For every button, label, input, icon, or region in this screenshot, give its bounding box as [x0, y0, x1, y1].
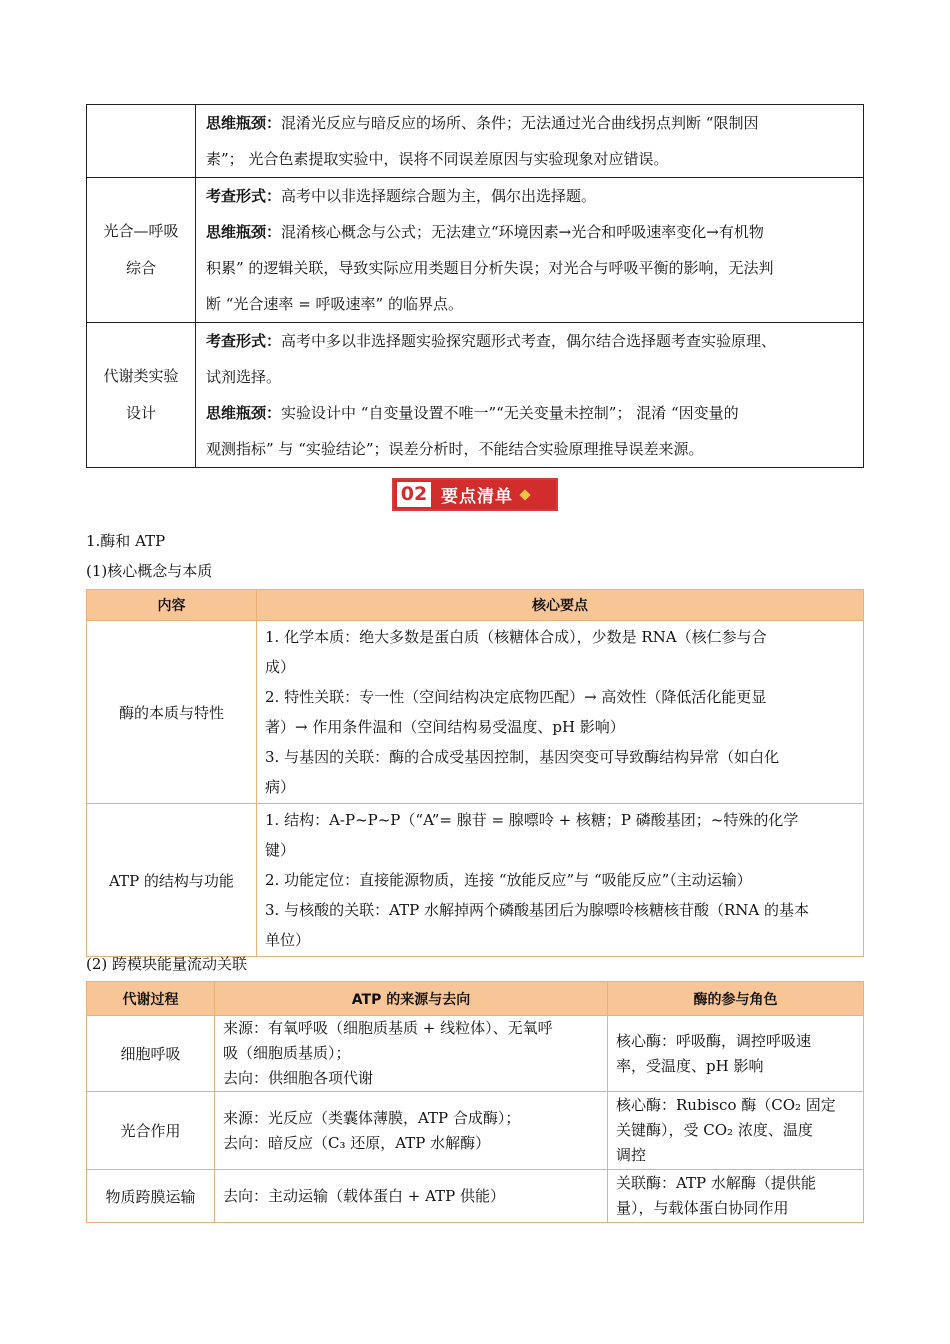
diamond-icon — [519, 489, 530, 500]
text-line: 试剂选择。 — [206, 368, 282, 386]
row-content — [196, 178, 864, 323]
section-heading: 1.酶和 ATP — [86, 532, 166, 550]
text-line: 考查形式：高考中以非选择题综合题为主，偶尔出选择题。 — [206, 187, 597, 205]
row-label: ATP 的结构与功能 — [87, 804, 257, 957]
row-content: 1. 结构：A-P~P~P（“A”= 腺苷 = 腺嘌呤 + 核糖；P 磷酸基团；~特殊的化学 键） 2. 功能定位：直接能源物质，连接 “放能反应”与 “吸能反应”（主动运输） 3. 与核酸的关联：ATP 水解掉两个磷酸基团后为腺嘌呤核糖核苷酸（RNA 的基本 单位） — [257, 804, 864, 957]
process-cell: 光合作用 — [87, 1092, 215, 1170]
enzyme-cell: 关联酶：ATP 水解酶（提供能 量），与载体蛋白协同作用 — [608, 1170, 864, 1223]
process-cell: 细胞呼吸 — [87, 1016, 215, 1092]
text-line: 素”； 光合色素提取实验中，误将不同误差原因与实验现象对应错误。 — [206, 150, 669, 168]
section-banner — [392, 478, 558, 511]
banner-number: 02 — [397, 482, 431, 507]
difficulty-table — [86, 104, 864, 468]
atp-cell: 来源：有氧呼吸（细胞质基质 + 线粒体）、无氧呼 吸（细胞质基质）； 去向：供细胞各项代谢 — [215, 1016, 608, 1092]
row-label — [87, 105, 196, 178]
atp-cell: 来源：光反应（类囊体薄膜，ATP 合成酶）； 去向：暗反应（C₃ 还原，ATP 水解酶） — [215, 1092, 608, 1170]
subsection-heading: (2) 跨模块能量流动关联 — [86, 955, 248, 973]
core-concept-table — [86, 589, 864, 957]
table-row — [87, 1092, 864, 1170]
row-label: 光合—呼吸 综合 — [87, 178, 196, 323]
row-label: 代谢类实验 设计 — [87, 323, 196, 468]
column-header: 核心要点 — [257, 590, 864, 621]
table-header — [87, 982, 864, 1016]
table-header — [87, 590, 864, 621]
row-label: 酶的本质与特性 — [87, 621, 257, 804]
text-line: 积累” 的逻辑关联，导致实际应用类题目分析失误；对光合与呼吸平衡的影响，无法判 — [206, 259, 774, 277]
enzyme-cell: 核心酶：Rubisco 酶（CO₂ 固定 关键酶），受 CO₂ 浓度、温度 调控 — [608, 1092, 864, 1170]
table-row — [87, 323, 864, 468]
atp-cell: 去向：主动运输（载体蛋白 + ATP 供能） — [215, 1170, 608, 1223]
text-line: 观测指标” 与 “实验结论”；误差分析时，不能结合实验原理推导误差来源。 — [206, 440, 704, 458]
energy-flow-table — [86, 981, 864, 1223]
table-row — [87, 1170, 864, 1223]
table-row — [87, 621, 864, 804]
column-header: 酶的参与角色 — [608, 982, 864, 1016]
subsection-heading: (1)核心概念与本质 — [86, 562, 213, 580]
table-row — [87, 105, 864, 178]
text-line: 思维瓶颈：混淆核心概念与公式；无法建立“环境因素→光合和呼吸速率变化→有机物 — [206, 223, 764, 241]
column-header: 代谢过程 — [87, 982, 215, 1016]
text-line: 思维瓶颈：实验设计中 “自变量设置不唯一”“无关变量未控制”； 混淆 “因变量的 — [206, 404, 739, 422]
banner-title: 要点清单 — [441, 487, 513, 507]
column-header: 内容 — [87, 590, 257, 621]
row-content — [196, 323, 864, 468]
text-line: 思维瓶颈：混淆光反应与暗反应的场所、条件；无法通过光合曲线拐点判断 “限制因 — [206, 114, 759, 132]
table-row — [87, 1016, 864, 1092]
text-line: 考查形式：高考中多以非选择题实验探究题形式考查，偶尔结合选择题考查实验原理、 — [206, 332, 777, 350]
text-line: 断 “光合速率 = 呼吸速率” 的临界点。 — [206, 295, 463, 313]
table-row — [87, 178, 864, 323]
process-cell: 物质跨膜运输 — [87, 1170, 215, 1223]
row-content — [196, 105, 864, 178]
row-content: 1. 化学本质：绝大多数是蛋白质（核糖体合成），少数是 RNA（核仁参与合 成） 2. 特性关联：专一性（空间结构决定底物匹配）→ 高效性（降低活化能更显 著）→ 作用条件温和（空间结构易受温度、pH 影响） 3. 与基因的关联：酶的合成受基因控制，基因突变可导致酶结构异常（如白化 病） — [257, 621, 864, 804]
table-row — [87, 804, 864, 957]
column-header: ATP 的来源与去向 — [215, 982, 608, 1016]
enzyme-cell: 核心酶：呼吸酶，调控呼吸速 率，受温度、pH 影响 — [608, 1016, 864, 1092]
